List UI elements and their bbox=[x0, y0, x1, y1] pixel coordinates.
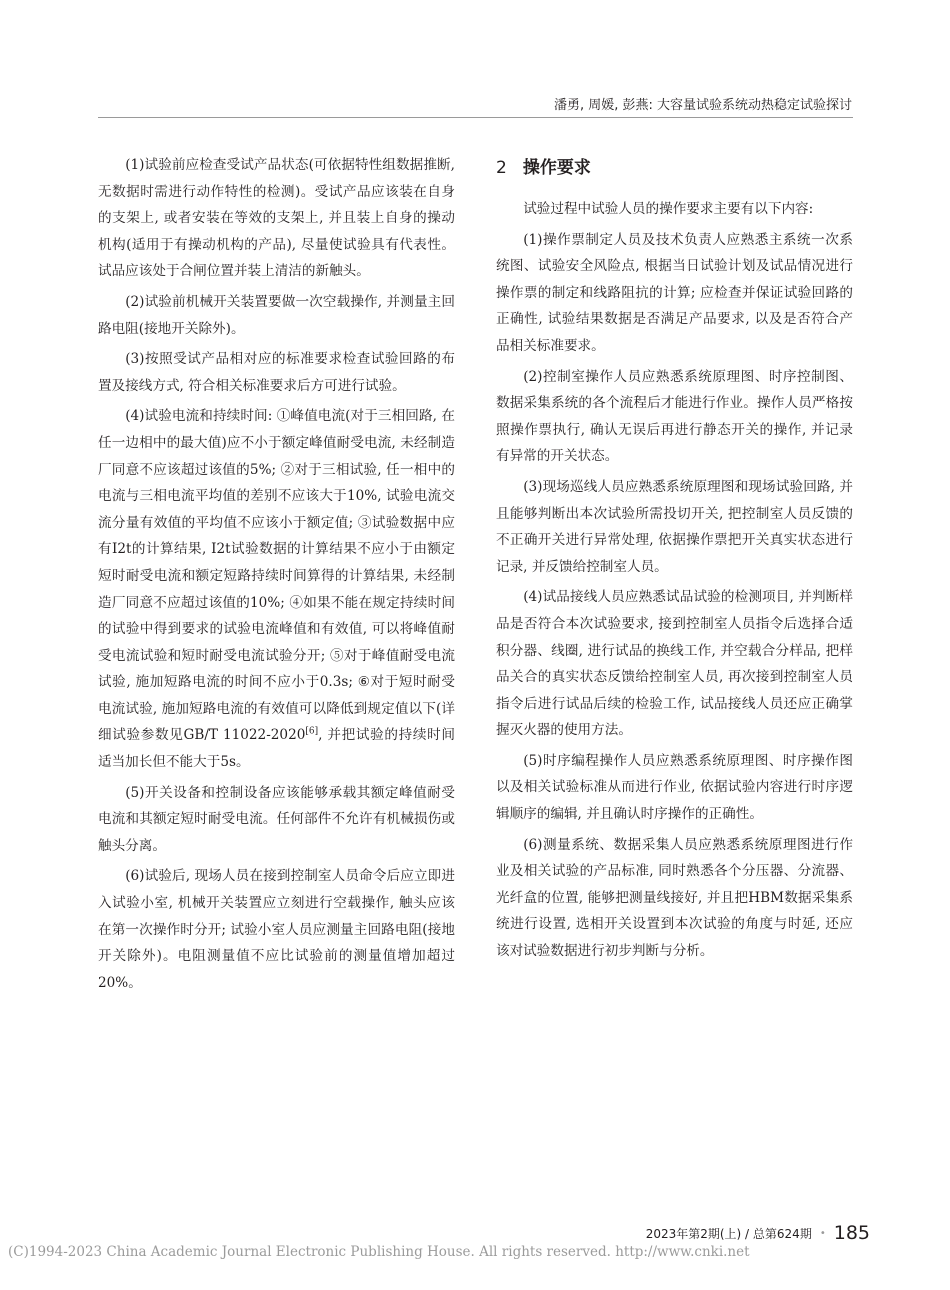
left-column bbox=[98, 152, 455, 1000]
paragraph-4-text: (4)试验电流和持续时间: ①峰值电流(对于三相回路, 在任一边相中的最大值)应不小于额定峰值耐受电流, 未经制造厂同意不应该超过该值的5%; ②对于三相试验, 任一相中的电流与三相电流平均值的差别不应该大于10%, 试验电流交流分量有效值的平均值不应该小于额定值; ③试验数据中应有I2t的计算结果, I2t试验数据的计算结果不应小于由额定短时耐受电流和额定短路持续时间算得的计算结果, 未经制造厂同意不应超过该值的10%; ④如果不能在规定持续时间的试验中得到要求的试验电流峰值和有效值, 可以将峰值耐受电流试验和短时耐受电流试验分开; ⑤对于峰值耐受电流试验, 施加短路电流的时间不应小于0.3s; ⑥对于短时耐受电流试验, 施加短路电流的有效值可以降低到规定值以下(详细试验参数见GB/T 11022-2020 bbox=[98, 408, 455, 744]
requirement-2: (2)控制室操作人员应熟悉系统原理图、时序控制图、数据采集系统的各个流程后才能进行作业。操作人员严格按照操作票执行, 确认无误后再进行静态开关的操作, 并记录有异常的开关状态。 bbox=[496, 368, 853, 465]
paragraph-4-text-end: , 并把试验的持续时间适当加长但不能大于5s。 bbox=[98, 727, 455, 771]
section-number: 2 bbox=[496, 158, 507, 178]
header-rule bbox=[98, 117, 853, 118]
requirement-3: (3)现场巡线人员应熟悉系统原理图和现场试验回路, 并且能够判断出本次试验所需投切开关, 把控制室人员反馈的不正确开关进行异常处理, 依据操作票把开关真实状态进行记录, 并反馈给控制室人员。 bbox=[496, 478, 853, 575]
section-title: 操作要求 bbox=[522, 158, 591, 178]
requirement-5: (5)时序编程操作人员应熟悉系统原理图、时序操作图以及相关试验标准从而进行作业, 依据试验内容进行时序逻辑顺序的编辑, 并且确认时序操作的正确性。 bbox=[496, 752, 853, 823]
requirement-1: (1)操作票制定人员及技术负责人应熟悉主系统一次系统图、试验安全风险点, 根据当日试验计划及试品情况进行操作票的制定和线路阻抗的计算; 应检查并保证试验回路的正确性, 试验结果数据是否满足产品要求, 以及是否符合产品相关标准要求。 bbox=[496, 231, 853, 354]
citation-ref[interactable]: [6] bbox=[305, 726, 319, 737]
right-column bbox=[496, 152, 853, 969]
paragraph-3: (3)按照受试产品相对应的标准要求检查试验回路的布置及接线方式, 符合相关标准要求后方可进行试验。 bbox=[98, 351, 455, 394]
page-number: 185 bbox=[833, 1222, 870, 1244]
section-heading bbox=[496, 152, 853, 184]
page-footer bbox=[646, 1222, 870, 1244]
paragraph-6: (6)试验后, 现场人员在接到控制室人员命令后应立即进入试验小室, 机械开关装置应立刻进行空载操作, 触头应该在第一次操作时分开; 试验小室人员应测量主回路电阻(接地开关除外)。电阻测量值不应比试验前的测量值增加超过20%。 bbox=[98, 868, 455, 991]
paragraph-1: (1)试验前应检查受试产品状态(可依据特性组数据推断, 无数据时需进行动作特性的检测)。受试产品应该装在自身的支架上, 或者安装在等效的支架上, 并且装上自身的操动机构(适用于有操动机构的产品), 尽量使试验具有代表性。试品应该处于合闸位置并装上清洁的新触头。 bbox=[98, 157, 455, 280]
requirement-4: (4)试品接线人员应熟悉试品试验的检测项目, 并判断样品是否符合本次试验要求, 接到控制室人员指令后选择合适积分器、线圈, 进行试品的换线工作, 并空载合分样品, 把样品关合的真实状态反馈给控制室人员, 再次接到控制室人员指令后进行试品后续的检验工作, 试品接线人员还应正确掌握灭火器的使用方法。 bbox=[496, 589, 853, 739]
running-title: 潘勇, 周媛, 彭燕: 大容量试验系统动热稳定试验探讨 bbox=[553, 98, 852, 113]
copyright-watermark: (C)1994-2023 China Academic Journal Electronic Publishing House. All rights reserved. http://www.cnki.net bbox=[8, 1244, 750, 1260]
paragraph-4 bbox=[98, 403, 455, 775]
separator-dot: • bbox=[819, 1227, 826, 1239]
paragraph-2: (2)试验前机械开关装置要做一次空载操作, 并测量主回路电阻(接地开关除外)。 bbox=[98, 293, 455, 337]
intro-paragraph: 试验过程中试验人员的操作要求主要有以下内容: bbox=[523, 201, 814, 217]
paragraph-5: (5)开关设备和控制设备应该能够承载其额定峰值耐受电流和其额定短时耐受电流。任何部件不允许有机械损伤或触头分离。 bbox=[98, 784, 455, 854]
issue-info: 2023年第2期(上) / 总第624期 bbox=[645, 1226, 812, 1241]
requirement-6: (6)测量系统、数据采集人员应熟悉系统原理图进行作业及相关试验的产品标准, 同时熟悉各个分压器、分流器、光纤盒的位置, 能够把测量线接好, 并且把HBM数据采集系统进行设置, 选相开关设置到本次试验的角度与时延, 还应该对试验数据进行初步判断与分析。 bbox=[496, 836, 853, 960]
